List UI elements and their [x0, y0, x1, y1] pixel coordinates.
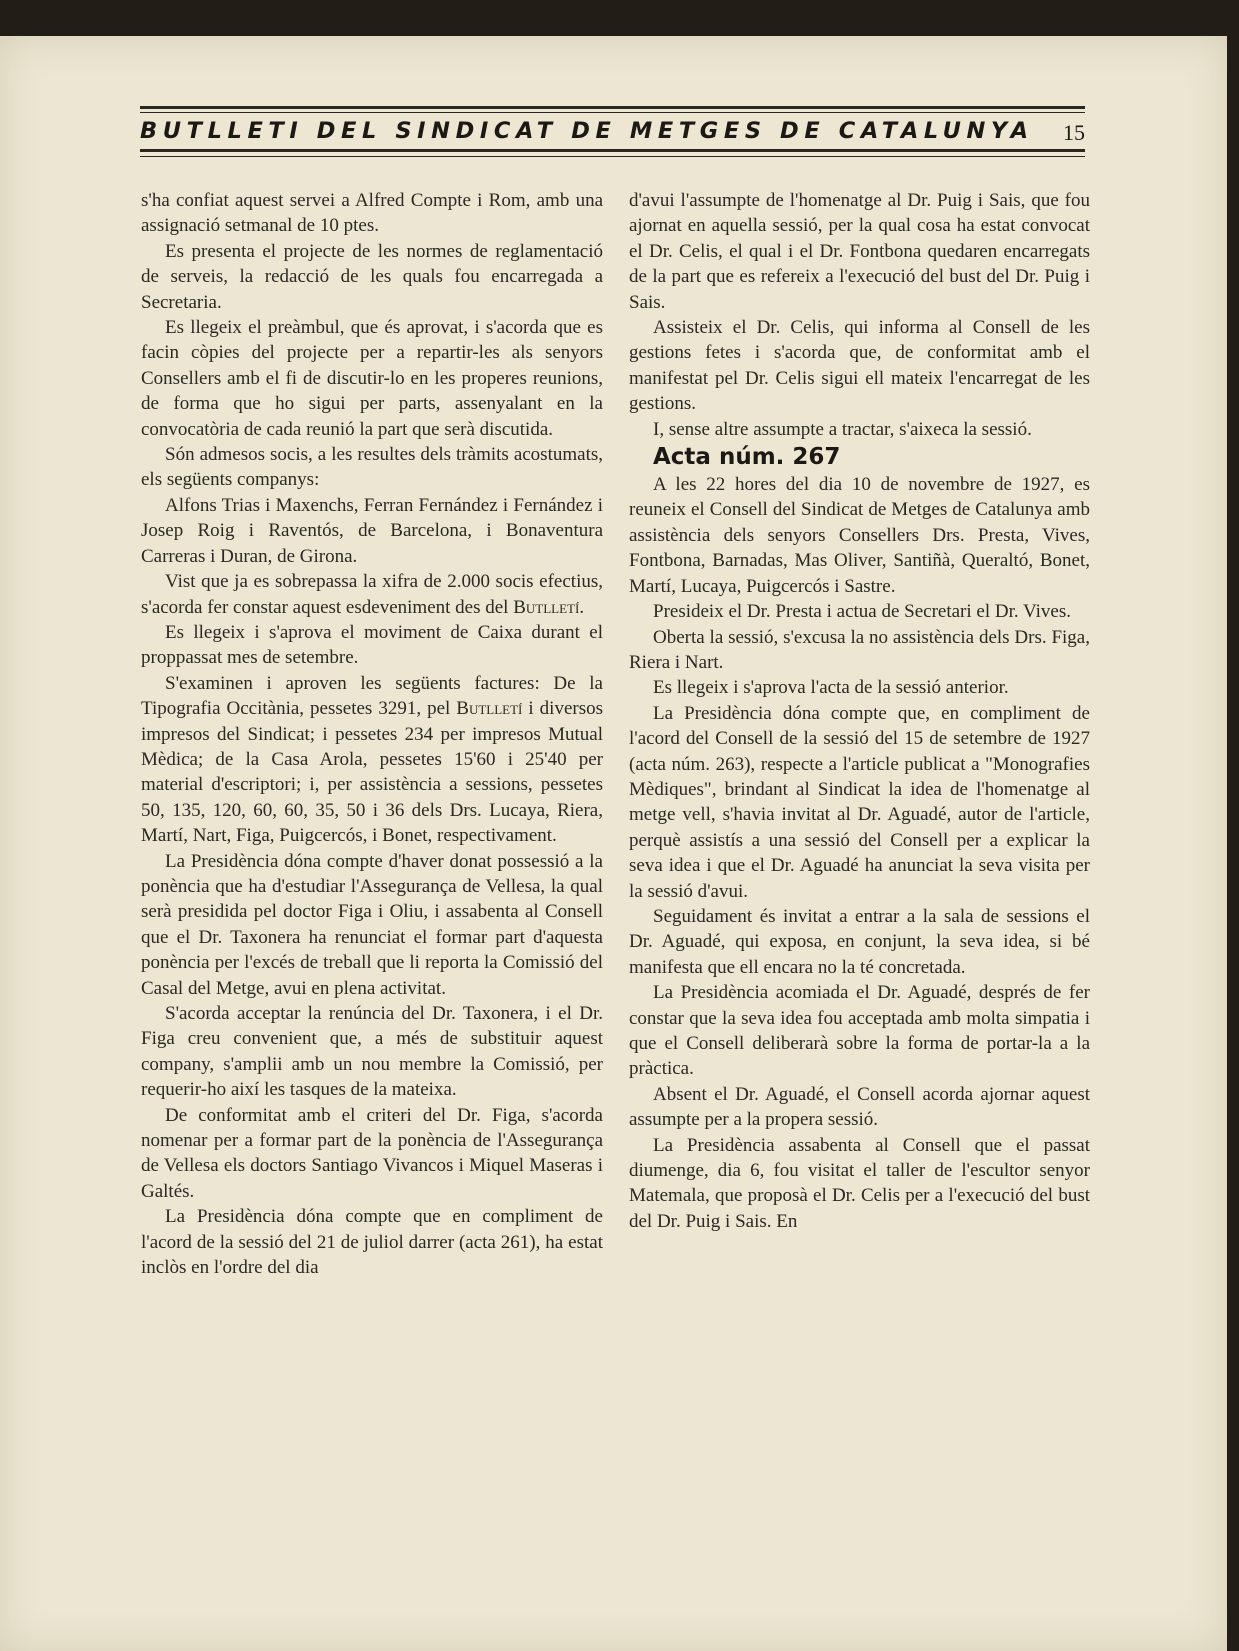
paragraph: Oberta la sessió, s'excusa la no assistència dels Drs. Figa, Riera i Nart. [629, 626, 1090, 673]
paragraph: Presideix el Dr. Presta i actua de Secretari el Dr. Vives. [653, 601, 1071, 623]
paragraph: A les 22 hores del dia 10 de novembre de 1927, es reuneix el Consell del Sindicat de Metges de Catalunya amb assistència dels senyors Consellers Drs. Presta, Vives, Fontbona, Barnadas, Mas Oliver, Santiñà, Queraltó, Bonet, Martí, Lucaya, Puigcercós i Sastre. [629, 474, 1090, 597]
left-column [141, 188, 603, 1280]
paragraph: Absent el Dr. Aguadé, el Consell acorda ajornar aquest assumpte per a la propera sessió. [629, 1083, 1090, 1131]
paragraph: s'ha confiat aquest servei a Alfred Compte i Rom, amb una assignació setmanal de 10 ptes. [141, 190, 603, 237]
paragraph: La Presidència dóna compte que, en compliment de l'acord del Consell de la sessió del 15 de setembre de 1927 (acta núm. 263), respecte a l'article publicat a "Monografies Mèdiques", brindant al Sindicat la idea de l'homenatge al metge vell, s'havia invitat al Dr. Aguadé, autor de l'article, perquè assistís a una sessió del Consell per a explicar la seva idea i que el Dr. Aguadé ha anunciat la seva visita per la sessió d'avui. [629, 702, 1090, 902]
paragraph: d'avui l'assumpte de l'homenatge al Dr. Puig i Sais, que fou ajornat en aquella sessió, per la qual cosa ha estat convocat el Dr. Celis, el qual i el Dr. Fontbona quedaren encarregats de la part que es refereix a l'execució del bust del Dr. Puig i Sais. [629, 190, 1090, 313]
header-rule-bottom [140, 149, 1085, 152]
paragraph-text: i diversos impresos del Sindicat; i pessetes 234 per impresos Mutual Mèdica; de la Casa Arola, pessetes 15'60 i 25'40 per material d'escriptori; i, per assistència a sessions, pessetes 50, 135, 120, 60, 60, 35, 50 i 36 dels Drs. Lucaya, Riera, Martí, Nart, Figa, Puigcercós, i Bonet, respectivament. [141, 698, 603, 847]
paragraph: Alfons Trias i Maxenchs, Ferran Fernández i Fernández i Josep Roig i Raventós, de Barcelona, i Bonaventura Carreras i Duran, de Girona. [141, 494, 603, 567]
header-rule-bottom-thin [140, 156, 1085, 157]
paragraph: Es presenta el projecte de les normes de reglamentació de serveis, la redacció de les quals fou encarregada a Secretaria. [141, 240, 603, 313]
page-number: 15 [1063, 120, 1085, 145]
paragraph: De conformitat amb el criteri del Dr. Figa, s'acorda nomenar per a formar part de la ponència de l'Assegurança de Vellesa els doctors Santiago Vivancos i Miquel Maseras i Galtés. [141, 1104, 603, 1202]
header-rule-top-thin [140, 112, 1085, 113]
running-title: BUTLLETI DEL SINDICAT DE METGES DE CATALUNYA [140, 118, 1034, 144]
header-rule-top [140, 106, 1085, 109]
right-column [629, 188, 1090, 1234]
paragraph: La Presidència dóna compte que en compliment de l'acord de la sessió del 21 de juliol darrer (acta 261), ha estat inclòs en l'ordre del dia [141, 1206, 603, 1279]
paragraph: Es llegeix i s'aprova el moviment de Caixa durant el proppassat mes de setembre. [141, 621, 603, 669]
paragraph: La Presidència assabenta al Consell que el passat diumenge, dia 6, fou visitat el taller de l'escultor senyor Matemala, que proposà el Dr. Celis per a l'execució del bust del Dr. Puig i Sais. En [629, 1134, 1090, 1232]
paragraph: I, sense altre assumpte a tractar, s'aixeca la sessió. [653, 418, 1032, 440]
paragraph [141, 569, 603, 620]
paragraph [141, 671, 603, 849]
paragraph-end: . [579, 596, 585, 618]
paragraph: S'acorda acceptar la renúncia del Dr. Taxonera, i el Dr. Figa creu convenient que, a més de substituir aquest company, s'amplii amb un nou membre la Comissió, per requerir-ho així les tasques de la mateixa. [141, 1003, 603, 1101]
paragraph: La Presidència acomiada el Dr. Aguadé, després de fer constar que la seva idea fou acceptada amb molta simpatia i que el Consell deliberarà sobre la forma de portar-la a la pràctica. [629, 982, 1090, 1080]
paragraph: Es llegeix i s'aprova l'acta de la sessió anterior. [653, 677, 1009, 699]
journal-name: Butlletí [456, 698, 523, 720]
paragraph-text: Vist que ja es sobrepassa la xifra de 2.000 socis efectius, s'acorda fer constar aquest esdeveniment des del [141, 571, 603, 618]
paragraph: Seguidament és invitat a entrar a la sala de sessions el Dr. Aguadé, qui exposa, en conjunt, la seva idea, si bé manifesta que ell encara no la té concretada. [629, 905, 1090, 978]
section-heading: Acta núm. 267 [653, 444, 841, 471]
paragraph: La Presidència dóna compte d'haver donat possessió a la ponència que ha d'estudiar l'Assegurança de Vellesa, la qual serà presidida pel doctor Figa i Oliu, i assabenta al Consell que el Dr. Taxonera ha renunciat el formar part d'aquesta ponència per l'excés de treball que li reporta la Comissió del Casal del Metge, avui en plena activitat. [141, 850, 603, 999]
paragraph: Es llegeix el preàmbul, que és aprovat, i s'acorda que es facin còpies del projecte per a repartir-les als senyors Consellers amb el fi de discutir-lo en les properes reunions, de forma que ho sigui per parts, assenyalant en la convocatòria de cada reunió la part que serà discutida. [141, 317, 603, 440]
paragraph: Assisteix el Dr. Celis, qui informa al Consell de les gestions fetes i s'acorda que, de conformitat amb el manifestat pel Dr. Celis sigui ell mateix l'encarregat de les gestions. [629, 317, 1090, 415]
page-header [140, 106, 1085, 164]
journal-name: Butlletí [513, 596, 580, 618]
paragraph: Són admesos socis, a les resultes dels tràmits acostumats, els següents companys: [141, 444, 603, 491]
paragraph-text: S'examinen i aproven les següents factures: De la Tipografia Occitània, pessetes 3291, pel [141, 672, 603, 720]
